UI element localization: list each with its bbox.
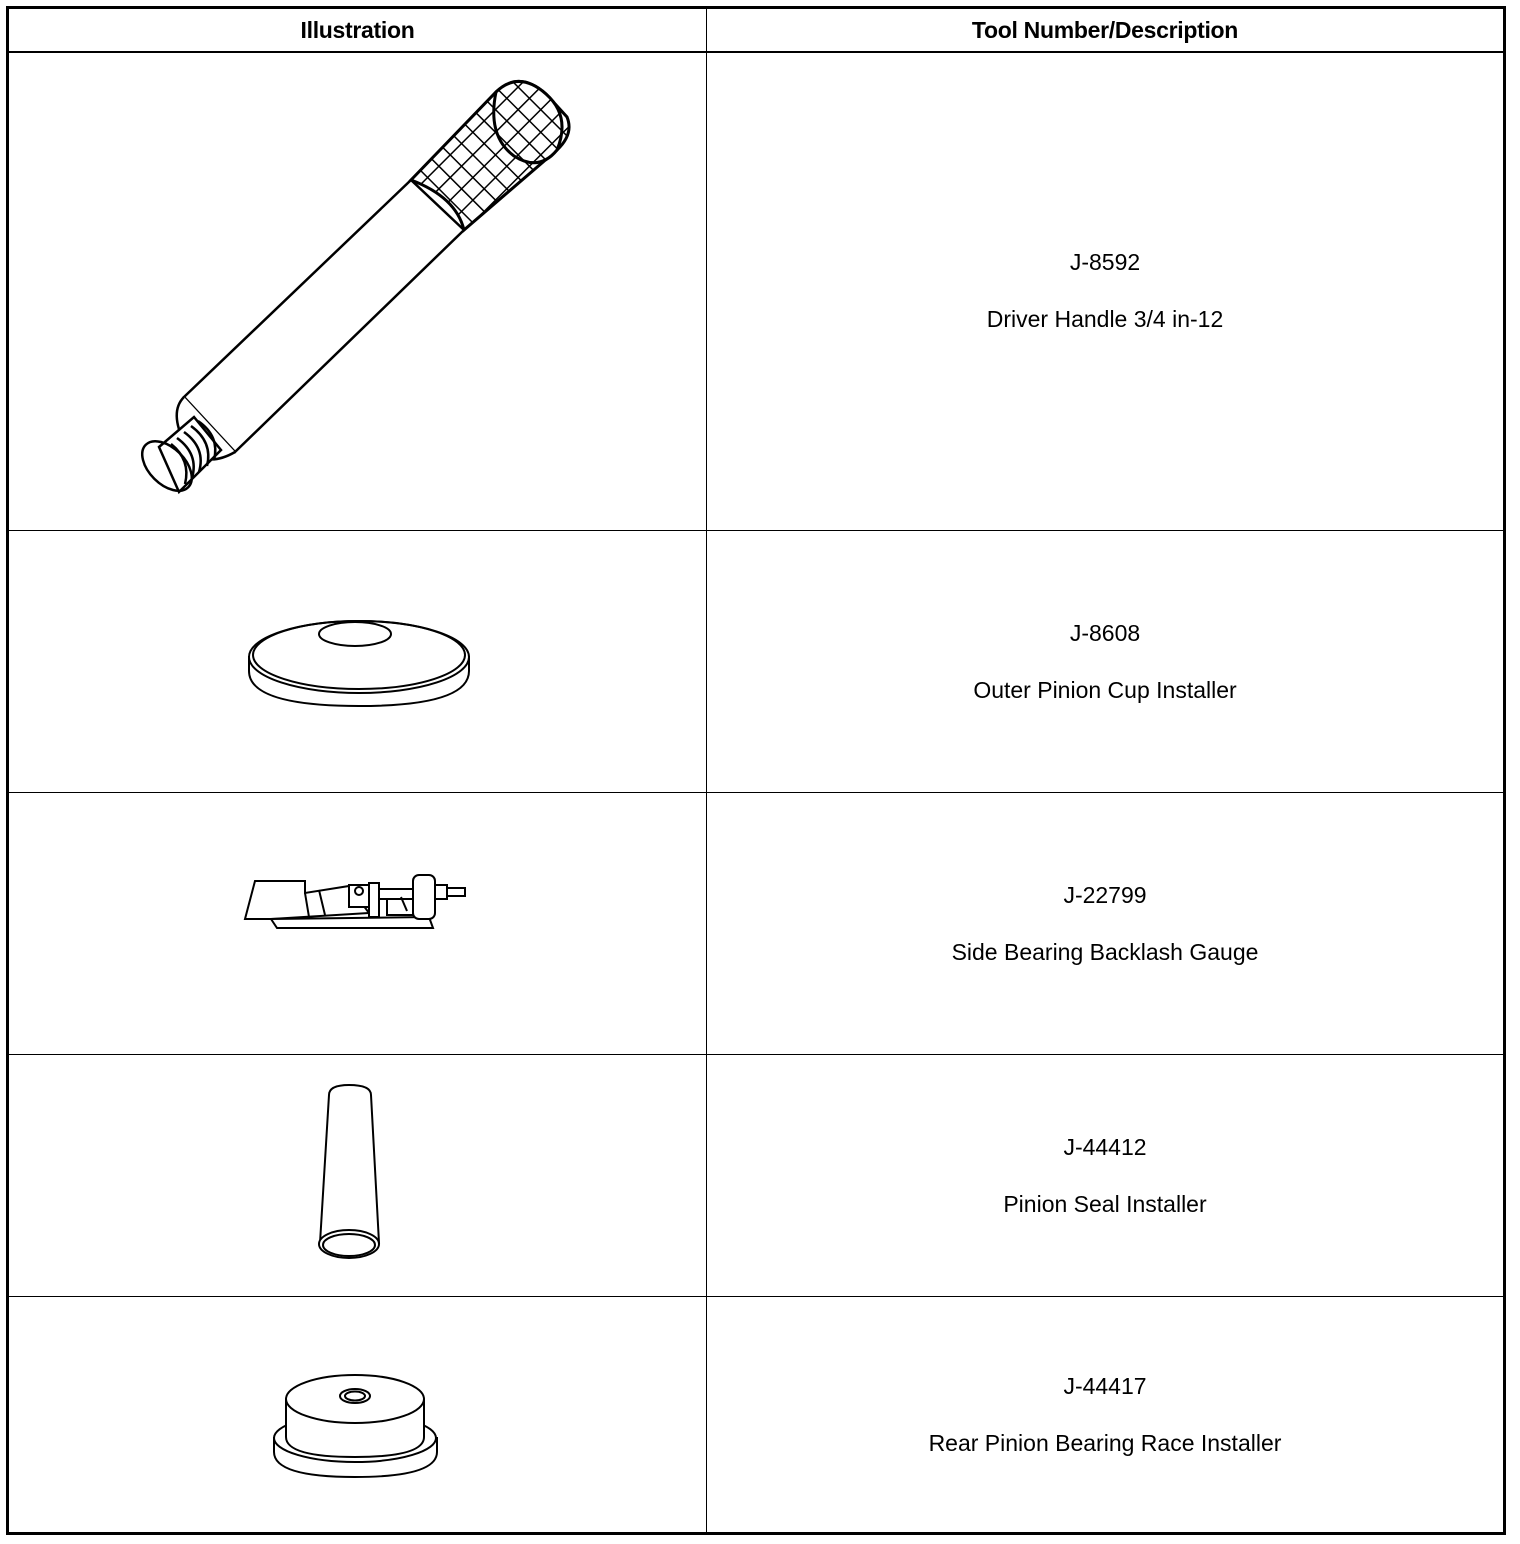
pinion-seal-installer-icon: [9, 1055, 706, 1296]
table-row: [9, 52, 1503, 531]
description-cell: [707, 1297, 1503, 1532]
illustration-cell: [9, 793, 706, 1054]
table-row: [9, 531, 1503, 793]
description-cell: [707, 52, 1503, 530]
tool-description: Pinion Seal Installer: [1003, 1190, 1207, 1217]
tool-number: J-8608: [1069, 619, 1141, 646]
description-cell: [707, 531, 1503, 792]
table-row: [9, 1297, 1503, 1532]
header-description: Tool Number/Description: [971, 17, 1239, 43]
race-installer-icon: [9, 1297, 706, 1532]
tool-description: Rear Pinion Bearing Race Installer: [928, 1429, 1282, 1456]
table-header: [9, 9, 1503, 53]
description-cell: [707, 1055, 1503, 1296]
tool-description: Outer Pinion Cup Installer: [973, 676, 1237, 703]
tool-table: [6, 6, 1506, 1535]
illustration-cell: [9, 1297, 706, 1532]
tool-number: J-22799: [1063, 881, 1147, 908]
driver-handle-icon: [9, 52, 706, 530]
header-illustration: Illustration: [300, 17, 415, 43]
tool-number: J-44412: [1063, 1133, 1147, 1160]
tool-number: J-8592: [1069, 249, 1141, 275]
tool-description: Side Bearing Backlash Gauge: [951, 938, 1259, 965]
illustration-cell: [9, 531, 706, 792]
tool-number: J-44417: [1063, 1372, 1147, 1399]
pinion-cup-installer-icon: [9, 531, 706, 792]
description-cell: [707, 793, 1503, 1054]
table-row: [9, 793, 1503, 1055]
illustration-cell: [9, 52, 706, 530]
illustration-cell: [9, 1055, 706, 1296]
table-row: [9, 1055, 1503, 1297]
backlash-gauge-icon: [9, 793, 706, 1054]
tool-description: Driver Handle 3/4 in-12: [986, 306, 1224, 332]
